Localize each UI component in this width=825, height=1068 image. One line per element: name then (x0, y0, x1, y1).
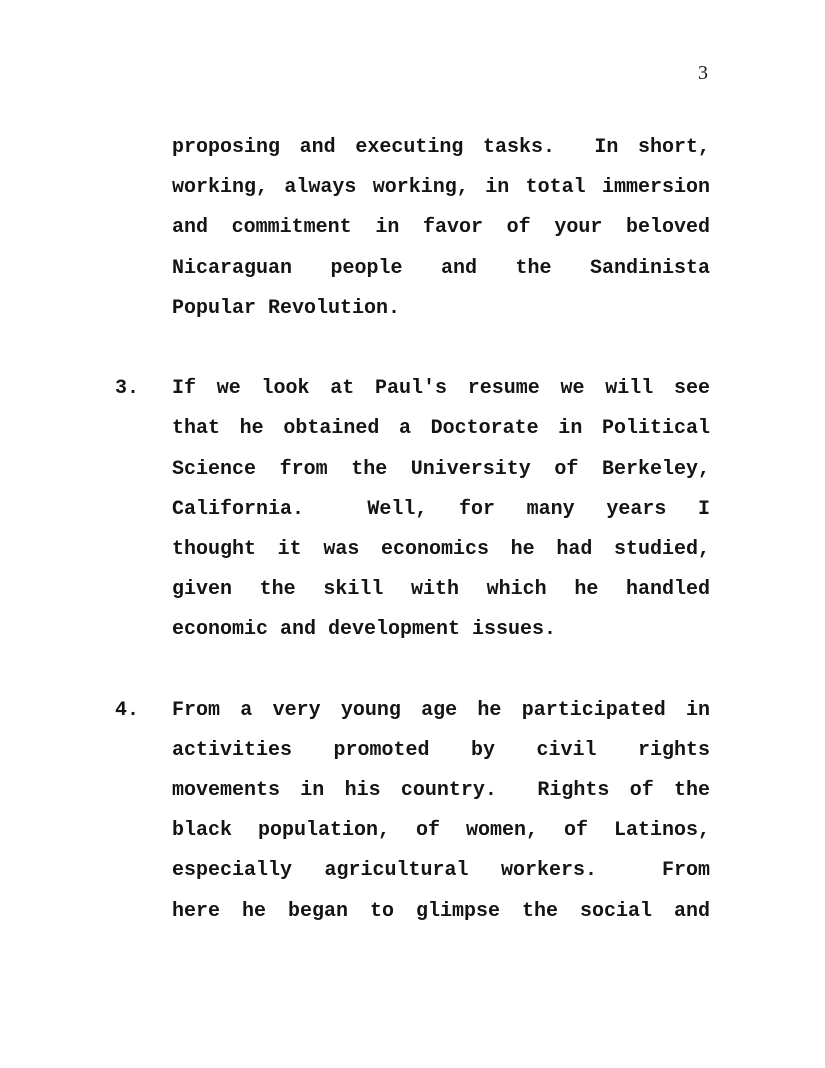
paragraph-lines (172, 369, 710, 650)
text-line: black population, of women, of Latinos, (172, 819, 710, 843)
text-line: Nicaraguan people and the Sandinista (172, 256, 710, 280)
text-line: given the skill with which he handled (172, 578, 710, 602)
text-line: movements in his country. Rights of the (172, 779, 710, 802)
paragraph-number: 3. (115, 377, 140, 401)
text-line: From a very young age he participated in (172, 698, 710, 722)
text-line: here he began to glimpse the social and (172, 899, 710, 923)
text-line: Science from the University of Berkeley, (172, 457, 710, 481)
text-line: economic and development issues. (172, 618, 557, 642)
text-line: and commitment in favor of your beloved (172, 216, 710, 240)
page-number: 3 (698, 62, 708, 84)
paragraph-lines (172, 691, 710, 932)
text-line: Popular Revolution. (172, 296, 401, 320)
text-line: thought it was economics he had studied, (172, 537, 710, 561)
paragraph-lines (172, 128, 710, 329)
paragraph (115, 369, 710, 650)
paragraph (115, 128, 710, 329)
text-line: working, always working, in total immersion (172, 176, 710, 200)
paragraph (115, 691, 710, 932)
text-line: that he obtained a Doctorate in Political (172, 417, 710, 441)
text-line: California. Well, for many years I (172, 497, 710, 521)
paragraph-number (115, 128, 172, 329)
text-line: especially agricultural workers. From (172, 859, 710, 883)
text-line: proposing and executing tasks. In short, (172, 136, 710, 159)
paragraph-number: 4. (115, 698, 140, 722)
document-body (115, 128, 710, 972)
text-line: activities promoted by civil rights (172, 738, 710, 762)
text-line: If we look at Paul's resume we will see (172, 377, 710, 401)
